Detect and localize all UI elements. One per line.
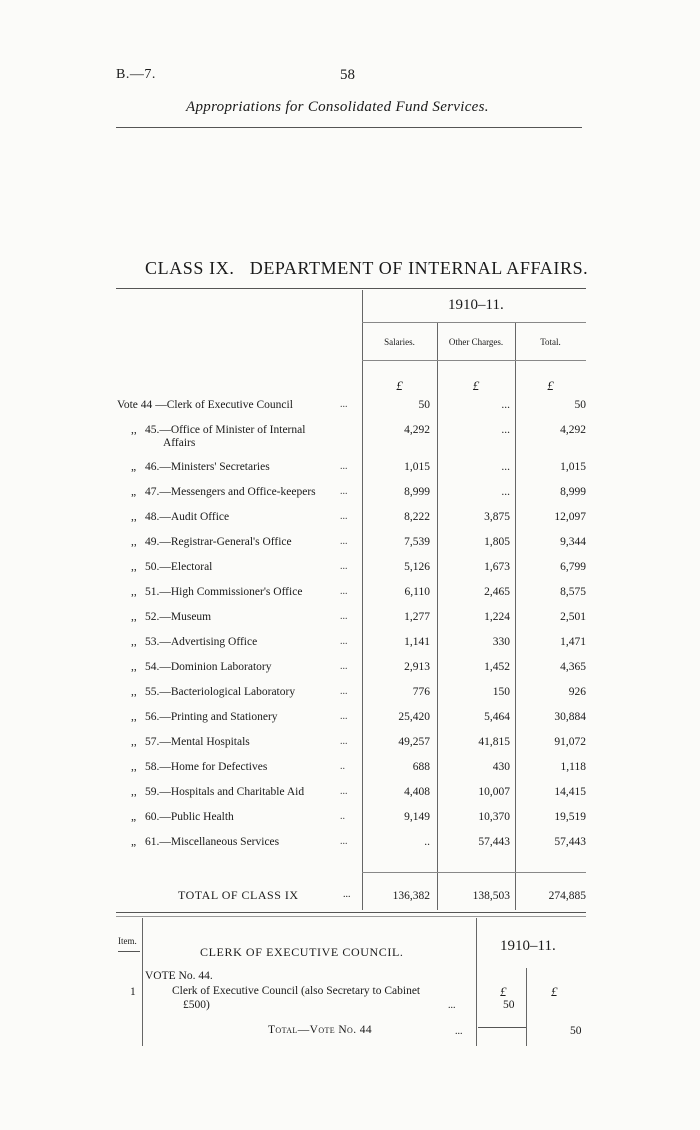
table-row: [0, 424, 700, 449]
cell-salaries: 4,408: [404, 786, 430, 798]
cell-salaries: 25,420: [398, 711, 430, 723]
vote-total-label: Total—Vote No. 44: [268, 1024, 373, 1036]
cell-total: 50: [574, 399, 586, 411]
table-row: [0, 686, 700, 704]
row-label: [117, 611, 211, 623]
column-header-salaries: Salaries.: [384, 337, 415, 347]
cell-other-charges: 10,370: [478, 811, 510, 823]
title-rule: [116, 288, 586, 289]
row-dots: ...: [340, 486, 348, 497]
cell-other-charges: 57,443: [478, 836, 510, 848]
row-prefix: „: [131, 836, 137, 848]
row-dots: ...: [340, 399, 348, 410]
cell-salaries: 7,539: [404, 536, 430, 548]
row-dots: ...: [340, 461, 348, 472]
column-header-other-charges: Other Charges.: [448, 337, 504, 347]
table-bottom-rule: [116, 912, 586, 913]
row-dots: ...: [340, 661, 348, 672]
cell-total: 30,884: [554, 711, 586, 723]
row-description: 45.—Office of Minister of Internal: [145, 424, 306, 436]
cell-salaries: 9,149: [404, 811, 430, 823]
cell-salaries: 50: [418, 399, 430, 411]
cell-salaries: 688: [412, 761, 430, 773]
cell-other-charges: ...: [501, 399, 510, 411]
table-row: [0, 586, 700, 604]
cell-total: 12,097: [554, 511, 586, 523]
row-prefix: ,,: [131, 786, 137, 798]
cell-other-charges: 330: [492, 636, 510, 648]
row-label: [117, 461, 270, 473]
row-prefix: „: [131, 461, 137, 473]
row-prefix: ,,: [131, 536, 137, 548]
table-row: [0, 836, 700, 854]
cell-other-charges: 1,805: [484, 536, 510, 548]
cell-total: 14,415: [554, 786, 586, 798]
cell-salaries: 1,015: [404, 461, 430, 473]
currency-salaries: £: [396, 378, 403, 393]
cell-other-charges: 10,007: [478, 786, 510, 798]
item-currency: £: [500, 984, 507, 999]
item-column-header: Item.: [118, 936, 137, 946]
section2-year: 1910–11.: [500, 938, 556, 954]
row-dots: ...: [340, 561, 348, 572]
table-row: [0, 761, 700, 779]
row-label: [117, 636, 257, 648]
row-label: [117, 661, 271, 673]
cell-total: 8,575: [560, 586, 586, 598]
row-dots: ...: [340, 836, 348, 847]
total-dots: ...: [343, 889, 351, 900]
row-prefix: „: [131, 486, 137, 498]
row-prefix: Vote 44: [117, 399, 153, 411]
cell-salaries: 6,110: [404, 586, 430, 598]
section2-title: CLERK OF EXECUTIVE COUNCIL.: [200, 945, 404, 959]
row-prefix: „: [131, 811, 137, 823]
row-description: 60.—Public Health: [145, 811, 234, 823]
cell-other-charges: 5,464: [484, 711, 510, 723]
row-prefix: ,,: [131, 736, 137, 748]
colhead-rule: [362, 360, 586, 361]
row-dots: ...: [340, 611, 348, 622]
table-row: [0, 661, 700, 679]
row-label: [117, 511, 229, 523]
row-dots: ...: [340, 636, 348, 647]
row-description: —Clerk of Executive Council: [155, 399, 293, 411]
row-prefix: ,,: [131, 661, 137, 673]
row-description: 47.—Messengers and Office-keepers: [145, 486, 316, 498]
row-dots: ...: [340, 786, 348, 797]
row-label: [117, 424, 305, 436]
cell-other-charges: 1,673: [484, 561, 510, 573]
year-rule: [362, 322, 586, 323]
cell-salaries: 5,126: [404, 561, 430, 573]
totals-rule: [362, 872, 586, 873]
item-column-divider: [142, 918, 143, 1046]
row-prefix: ,,: [131, 686, 137, 698]
cell-total: 91,072: [554, 736, 586, 748]
row-label: [117, 486, 316, 498]
row-description: 49.—Registrar-General's Office: [145, 536, 292, 548]
row-dots: ..: [340, 811, 345, 822]
cell-other-charges: ...: [501, 486, 510, 498]
cell-salaries: 49,257: [398, 736, 430, 748]
row-description: 61.—Miscellaneous Services: [145, 836, 280, 848]
cell-salaries: 1,277: [404, 611, 430, 623]
cell-total: 9,344: [560, 536, 586, 548]
row-label: [117, 836, 279, 848]
cell-total: 1,471: [560, 636, 586, 648]
table-row: [0, 636, 700, 654]
page-number: 58: [340, 67, 355, 83]
cell-salaries: 4,292: [404, 424, 430, 436]
section2-divider-2: [526, 968, 527, 1046]
row-label: [117, 786, 304, 798]
page-title: Appropriations for Consolidated Fund Services.: [186, 99, 489, 115]
table-row: [0, 511, 700, 529]
cell-other-charges: 1,452: [484, 661, 510, 673]
table-bottom-rule-2: [116, 916, 586, 917]
table-row: [0, 536, 700, 554]
row-label: [117, 686, 295, 698]
vote-total-dots: ...: [455, 1026, 463, 1037]
cell-total: 6,799: [560, 561, 586, 573]
cell-total: 1,015: [560, 461, 586, 473]
document-reference: B.—7.: [116, 67, 156, 82]
row-label: [117, 586, 302, 598]
header-rule: [116, 127, 582, 128]
cell-other-charges: 2,465: [484, 586, 510, 598]
cell-other-charges: 41,815: [478, 736, 510, 748]
cell-other-charges: ...: [501, 461, 510, 473]
total-label: TOTAL OF CLASS IX: [178, 888, 299, 902]
vote-total-rule: [478, 1027, 526, 1028]
row-label: [117, 736, 250, 748]
item-header-rule: [118, 951, 140, 952]
cell-other-charges: 1,224: [484, 611, 510, 623]
row-label: [117, 399, 293, 411]
table-row: [0, 399, 700, 417]
table-row: [0, 786, 700, 804]
cell-other-charges: ...: [501, 424, 510, 436]
row-dots: ...: [340, 586, 348, 597]
row-prefix: ,,: [131, 511, 137, 523]
row-label: [117, 711, 278, 723]
row-description-cont: Affairs: [163, 437, 196, 449]
cell-total: 19,519: [554, 811, 586, 823]
table-row: [0, 611, 700, 629]
row-prefix: ,,: [131, 611, 137, 623]
total-total: 274,885: [548, 890, 586, 902]
row-dots: ...: [340, 736, 348, 747]
total-other-charges: 138,503: [472, 890, 510, 902]
row-description: 52.—Museum: [145, 611, 212, 623]
class-title: CLASS IX. DEPARTMENT OF INTERNAL AFFAIRS.: [145, 258, 589, 278]
row-description: 53.—Advertising Office: [145, 636, 258, 648]
row-description: 54.—Dominion Laboratory: [145, 661, 272, 673]
row-description: 55.—Bacteriological Laboratory: [145, 686, 296, 698]
row-description: 50.—Electoral: [145, 561, 213, 573]
table-row: [0, 561, 700, 579]
row-dots: ...: [340, 711, 348, 722]
row-dots: ...: [340, 686, 348, 697]
row-label: [117, 536, 292, 548]
cell-salaries: 8,999: [404, 486, 430, 498]
cell-total: 4,365: [560, 661, 586, 673]
cell-salaries: 2,913: [404, 661, 430, 673]
table-row: [0, 461, 700, 479]
cell-total: 2,501: [560, 611, 586, 623]
cell-total: 926: [568, 686, 586, 698]
vote-total-amount: 50: [570, 1025, 582, 1037]
item-dots: ...: [448, 1000, 456, 1011]
row-description: 59.—Hospitals and Charitable Aid: [145, 786, 305, 798]
cell-other-charges: 430: [492, 761, 510, 773]
row-prefix: ,,: [131, 561, 137, 573]
row-prefix: ,,: [131, 636, 137, 648]
row-description: 57.—Mental Hospitals: [145, 736, 250, 748]
row-description: 48.—Audit Office: [145, 511, 230, 523]
row-label: [117, 811, 234, 823]
row-prefix: ,,: [131, 586, 137, 598]
table-row: [0, 736, 700, 754]
cell-other-charges: 3,875: [484, 511, 510, 523]
cell-other-charges: 150: [492, 686, 510, 698]
section2-divider-1: [476, 918, 477, 1046]
table-year: 1910–11.: [448, 297, 504, 313]
cell-salaries: 8,222: [404, 511, 430, 523]
cell-salaries: 776: [412, 686, 430, 698]
vote-number: VOTE No. 44.: [145, 970, 213, 982]
row-prefix: ,,: [131, 761, 137, 773]
table-row: [0, 711, 700, 729]
table-row: [0, 811, 700, 829]
cell-total: 4,292: [560, 424, 586, 436]
currency-total: £: [547, 378, 554, 393]
item-amount: 50: [503, 999, 515, 1011]
currency-other: £: [472, 378, 480, 393]
row-description: 56.—Printing and Stationery: [145, 711, 278, 723]
cell-salaries: 1,141: [404, 636, 430, 648]
row-label: [117, 761, 267, 773]
row-description: 46.—Ministers' Secretaries: [145, 461, 270, 473]
row-dots: ...: [340, 511, 348, 522]
total-salaries: 136,382: [392, 890, 430, 902]
row-label: [117, 561, 212, 573]
vote-currency: £: [551, 984, 558, 999]
item-description-cont: £500): [183, 999, 210, 1011]
table-row: [0, 486, 700, 504]
item-number: 1: [130, 986, 136, 998]
row-prefix: ,,: [131, 424, 137, 436]
row-dots: ..: [340, 761, 345, 772]
row-prefix: ,,: [131, 711, 137, 723]
cell-total: 8,999: [560, 486, 586, 498]
row-dots: ...: [340, 536, 348, 547]
cell-salaries: ..: [424, 836, 430, 848]
row-description: 51.—High Commissioner's Office: [145, 586, 303, 598]
row-description: 58.—Home for Defectives: [145, 761, 268, 773]
cell-total: 57,443: [554, 836, 586, 848]
column-header-total: Total.: [540, 337, 561, 347]
cell-total: 1,118: [560, 761, 586, 773]
item-description: Clerk of Executive Council (also Secretary to Cabinet: [172, 985, 421, 997]
